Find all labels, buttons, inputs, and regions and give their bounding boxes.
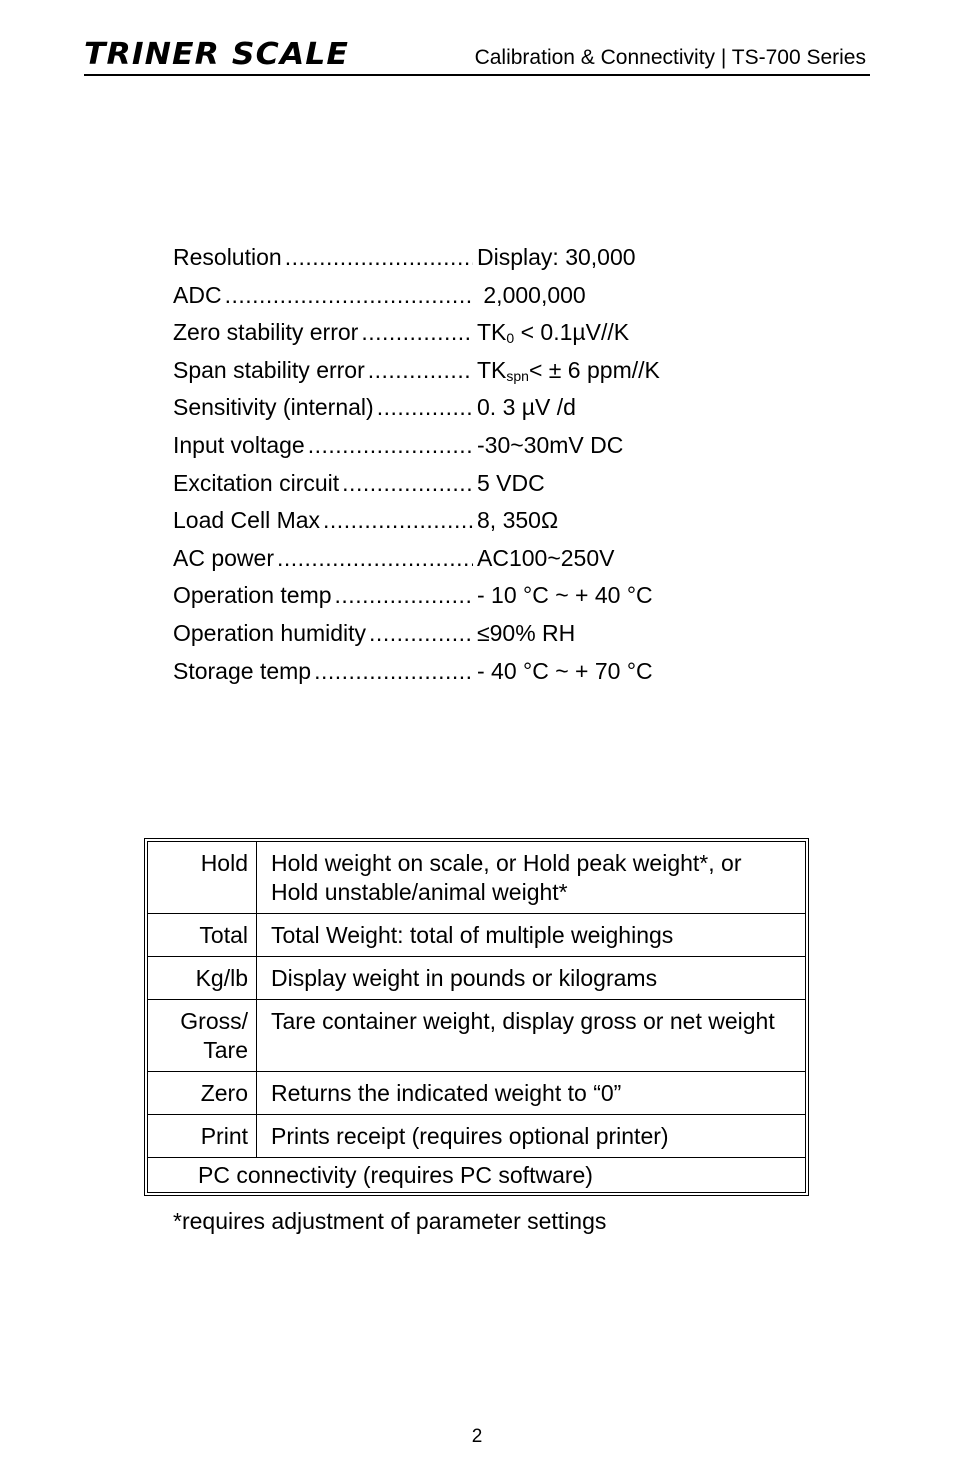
leader-dots (368, 353, 473, 391)
table-row (148, 842, 805, 914)
key-description: Prints receipt (requires optional printer) (257, 1115, 806, 1158)
spec-label: Operation humidity (173, 619, 367, 646)
spec-label: ADC (173, 281, 222, 308)
spec-label: Storage temp (173, 657, 312, 684)
brand-logo: TRINER SCALE (84, 37, 349, 72)
key-name: Hold (148, 842, 257, 914)
table-row (148, 1000, 805, 1072)
spec-value: $TK_0 < 0.1\mu V//K$ (477, 319, 630, 347)
spec-row (173, 428, 660, 466)
spec-row (173, 353, 660, 391)
spec-value: ≤90% RH (477, 619, 576, 646)
key-description: Returns the indicated weight to “0” (257, 1072, 806, 1115)
spec-row (173, 616, 660, 654)
table-row (148, 914, 805, 957)
spec-row (173, 240, 660, 278)
key-description: Display weight in pounds or kilograms (257, 957, 806, 1000)
table-row (148, 1158, 805, 1193)
leader-dots (361, 315, 473, 353)
spec-label: Zero stability error (173, 319, 359, 346)
spec-label: Load Cell Max (173, 507, 321, 534)
leader-dots (377, 390, 473, 428)
leader-dots (225, 278, 473, 316)
spec-value: 0. 3 µV /d (477, 394, 576, 421)
spec-label: Input voltage (173, 431, 305, 458)
table-row (148, 1115, 805, 1158)
key-name: Gross/ Tare (148, 1000, 257, 1072)
leader-dots (285, 240, 473, 278)
spec-row (173, 541, 660, 579)
leader-dots (323, 503, 473, 541)
leader-dots (314, 654, 473, 692)
spec-label: Operation temp (173, 582, 332, 609)
spec-row (173, 390, 660, 428)
spec-row (173, 503, 660, 541)
leader-dots (335, 578, 473, 616)
header-title: Calibration & Connectivity | TS-700 Series (474, 46, 866, 69)
key-description: Total Weight: total of multiple weighings (257, 914, 806, 957)
spec-value: - 10 °C ~ + 40 °C (477, 582, 653, 609)
spec-value: 8, 350Ω (477, 507, 559, 534)
spec-value: Display: 30,000 (477, 244, 636, 270)
spec-value: - 40 °C ~ + 70 °C (477, 657, 653, 684)
table-row (148, 1072, 805, 1115)
spec-row (173, 278, 660, 316)
leader-dots (308, 428, 473, 466)
leader-dots (369, 616, 473, 654)
key-name: Total (148, 914, 257, 957)
spec-value: AC100~250V (477, 544, 615, 571)
spec-value: 2,000,000 (477, 281, 586, 308)
footnote: *requires adjustment of parameter settings (173, 1208, 607, 1234)
key-description: Tare container weight, display gross or net weight (257, 1000, 806, 1072)
table-footer-note: PC connectivity (requires PC software) (198, 1162, 593, 1188)
spec-value: -30~30mV DC (477, 431, 624, 458)
key-name: Kg/lb (148, 957, 257, 1000)
spec-value: $TK_{spn}< \pm 6$ ppm//K (477, 356, 660, 384)
key-name: Zero (148, 1072, 257, 1115)
spec-row (173, 315, 660, 353)
spec-row (173, 466, 660, 504)
leader-dots (342, 466, 473, 504)
spec-row (173, 654, 660, 692)
key-name: Print (148, 1115, 257, 1158)
spec-list (173, 240, 660, 691)
spec-label: Excitation circuit (173, 469, 340, 496)
spec-value: 5 VDC (477, 469, 545, 496)
spec-label: Sensitivity (internal) (173, 394, 374, 421)
spec-label: AC power (173, 544, 274, 571)
table-row (148, 957, 805, 1000)
leader-dots (277, 541, 473, 579)
key-function-table (144, 838, 809, 1196)
key-description: Hold weight on scale, or Hold peak weight*, or Hold unstable/animal weight* (257, 842, 806, 914)
spec-label: Resolution (173, 244, 282, 270)
spec-row (173, 578, 660, 616)
page-header (84, 38, 870, 76)
spec-label: Span stability error (173, 356, 365, 383)
page-number: 2 (471, 1426, 483, 1447)
